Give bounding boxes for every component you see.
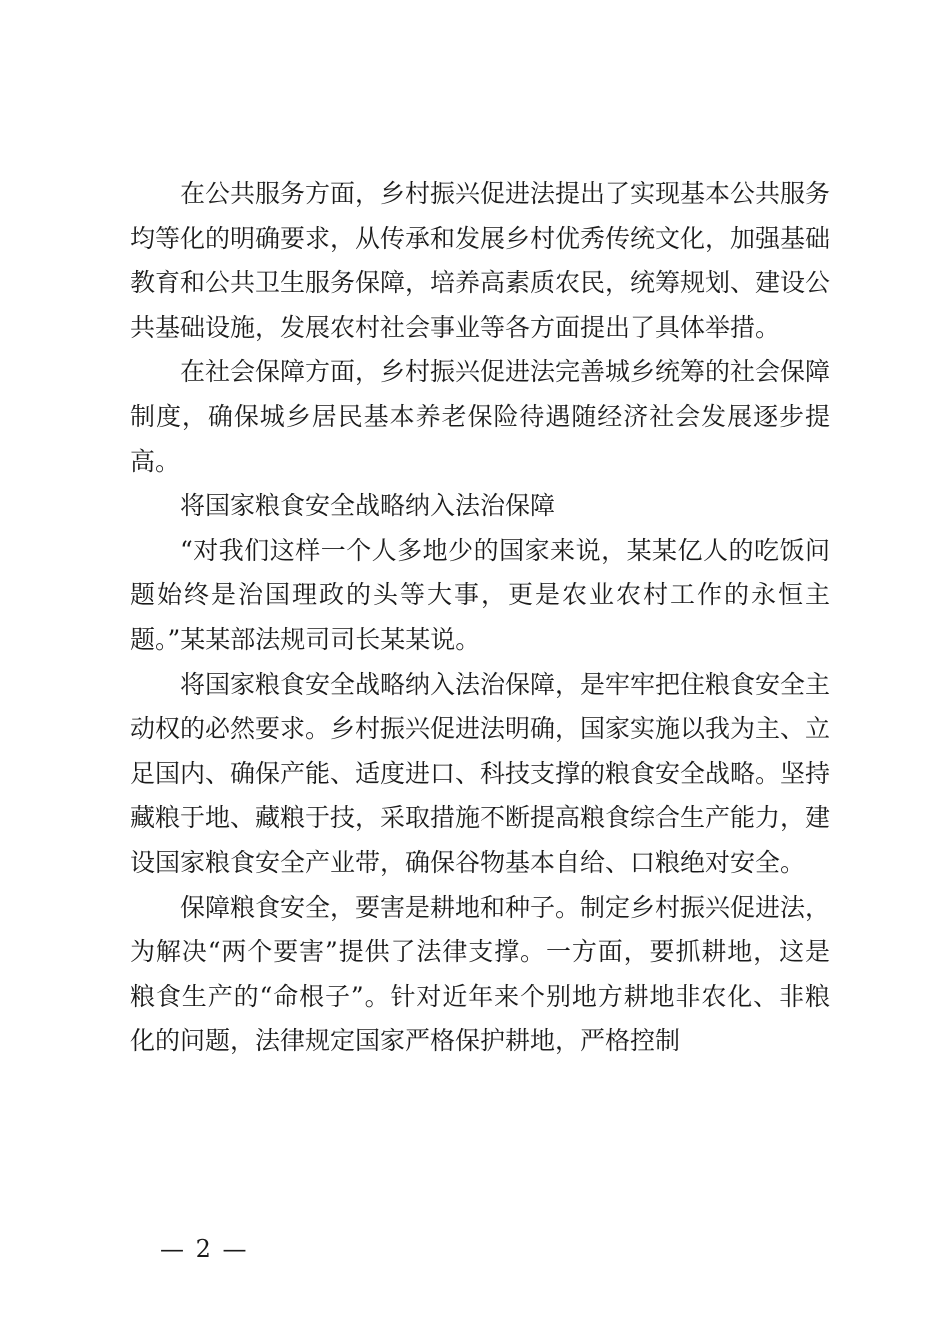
paragraph-farmland-seeds: 保障粮食安全，要害是耕地和种子。制定乡村振兴促进法，为解决“两个要害”提供了法律支撑。一方面，要抓耕地，这是粮食生产的“命根子”。针对近年来个别地方耕地非农化、非粮化的问题，法律规定国家严格保护耕地，严格控制 — [130, 892, 831, 1056]
paragraph-quote: “对我们这样一个人多地少的国家来说，某某亿人的吃饭问题始终是治国理政的头等大事，更是农业农村工作的永恒主题。”某某部法规司司长某某说。 — [130, 535, 830, 654]
paragraph-public-service: 在公共服务方面，乡村振兴促进法提出了实现基本公共服务均等化的明确要求，从传承和发展乡村优秀传统文化，加强基础教育和公共卫生服务保障，培养高素质农民，统筹规划、建设公共基础设施，发展农村社会事业等各方面提出了具体举措。 — [130, 179, 831, 342]
page-number: — 2 — — [160, 1235, 249, 1263]
section-heading-food-security: 将国家粮食安全战略纳入法治保障 — [180, 491, 556, 521]
paragraph-food-security-strategy: 将国家粮食安全战略纳入法治保障，是牢牢把住粮食安全主动权的必然要求。乡村振兴促进法明确，国家实施以我为主、立足国内、确保产能、适度进口、科技支撑的粮食安全战略。坚持藏粮于地、藏粮于技，采取措施不断提高粮食综合生产能力，建设国家粮食安全产业带，确保谷物基本自给、口粮绝对安全。 — [130, 669, 831, 877]
document-body — [130, 172, 830, 1064]
paragraph-social-security: 在社会保障方面，乡村振兴促进法完善城乡统筹的社会保障制度，确保城乡居民基本养老保险待遇随经济社会发展逐步提高。 — [130, 357, 831, 476]
